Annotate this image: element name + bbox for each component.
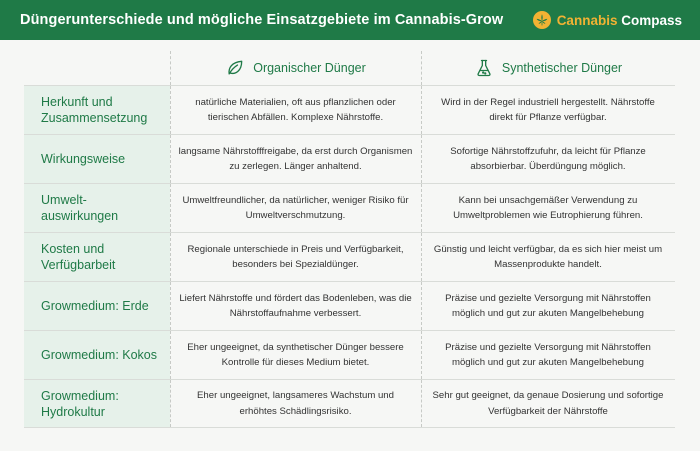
column-header-organic: Organischer Dünger (170, 51, 421, 85)
cell-synthetic: Wird in der Regel industriell hergestellt. Nährstoffe direkt für Pflanze verfügbar. (441, 96, 655, 123)
column-divider (421, 233, 422, 281)
column-divider (170, 282, 171, 330)
cell-synthetic: Sehr gut geeignet, da genaue Dosierung und sofortige Verfügbarkeit der Nährstoffe (432, 390, 664, 417)
row-label: Herkunft und Zusammensetzung (24, 86, 170, 134)
column-divider (421, 184, 422, 232)
table-body (24, 85, 675, 428)
column-divider (421, 86, 422, 134)
column-divider (421, 51, 422, 85)
cannabis-leaf-icon (533, 11, 551, 29)
brand-name: Cannabis Compass (556, 12, 682, 28)
brand (533, 11, 682, 29)
comparison-table (24, 51, 675, 428)
column-divider (170, 233, 171, 281)
column-divider (421, 282, 422, 330)
column-divider (170, 135, 171, 183)
cell-organic: natürliche Materialien, oft aus pflanzlichen oder tierischen Abfällen. Komplexe Nährstoffe. (195, 96, 396, 123)
cell-organic: Liefert Nährstoffe und fördert das Bodenleben, was die Nährstoffaufnahme verbessert. (179, 292, 412, 319)
table-row (24, 232, 675, 281)
flask-icon (474, 58, 494, 78)
row-label: Growmedium: Hydrokultur (24, 380, 170, 427)
cell-synthetic: Kann bei unsachgemäßer Verwendung zu Umweltproblemen wie Eutrophierung führen. (453, 194, 643, 221)
row-label: Kosten und Verfügbarbeit (24, 233, 170, 281)
cell-organic: langsame Nährstofffreigabe, da erst durch Organismen zu zerlegen. Länger anhaltend. (178, 145, 413, 172)
table-row (24, 134, 675, 183)
table-row (24, 85, 675, 134)
cell-organic: Eher ungeeignet, da synthetischer Dünger bessere Kontrolle für dieses Medium bietet. (187, 341, 404, 368)
table-row (24, 183, 675, 232)
cell-organic: Umweltfreundlicher, da natürlicher, weniger Risiko für Umweltverschmutzung. (182, 194, 409, 221)
cell-synthetic: Günstig und leicht verfügbar, da es sich hier meist um Massenprodukte handelt. (433, 243, 663, 270)
column-divider (421, 135, 422, 183)
column-divider (170, 380, 171, 427)
column-header-synthetic: Synthetischer Dünger (421, 51, 675, 85)
table-row (24, 330, 675, 379)
table-row (24, 379, 675, 428)
column-divider (170, 184, 171, 232)
column-divider (170, 51, 171, 85)
column-divider (170, 86, 171, 134)
page-header (0, 0, 700, 40)
row-label: Growmedium: Kokos (24, 331, 170, 379)
cell-synthetic: Sofortige Nährstoffzufuhr, da leicht für Pflanze absorbierbar. Überdüngung möglich. (450, 145, 646, 172)
row-label: Umwelt-auswirkungen (24, 184, 170, 232)
page-title: Düngerunterschiede und mögliche Einsatzgebiete im Cannabis-Grow (20, 12, 504, 28)
cell-synthetic: Präzise und gezielte Versorgung mit Nährstoffen möglich und gut zur akuten Mangelbehebung (445, 341, 651, 368)
column-divider (421, 380, 422, 427)
cell-organic: Regionale unterschiede in Preis und Verfügbarkeit, besonders bei Spezialdünger. (187, 243, 404, 270)
column-divider (170, 331, 171, 379)
cell-synthetic: Präzise und gezielte Versorgung mit Nährstoffen möglich und gut zur akuten Mangelbehebung (445, 292, 651, 319)
leaf-icon (225, 58, 245, 78)
table-row (24, 281, 675, 330)
column-divider (421, 331, 422, 379)
row-label: Wirkungsweise (24, 135, 170, 183)
table-header-row (24, 51, 675, 85)
row-label: Growmedium: Erde (24, 282, 170, 330)
cell-organic: Eher ungeeignet, langsameres Wachstum und erhöhtes Schädlingsrisiko. (197, 390, 394, 417)
